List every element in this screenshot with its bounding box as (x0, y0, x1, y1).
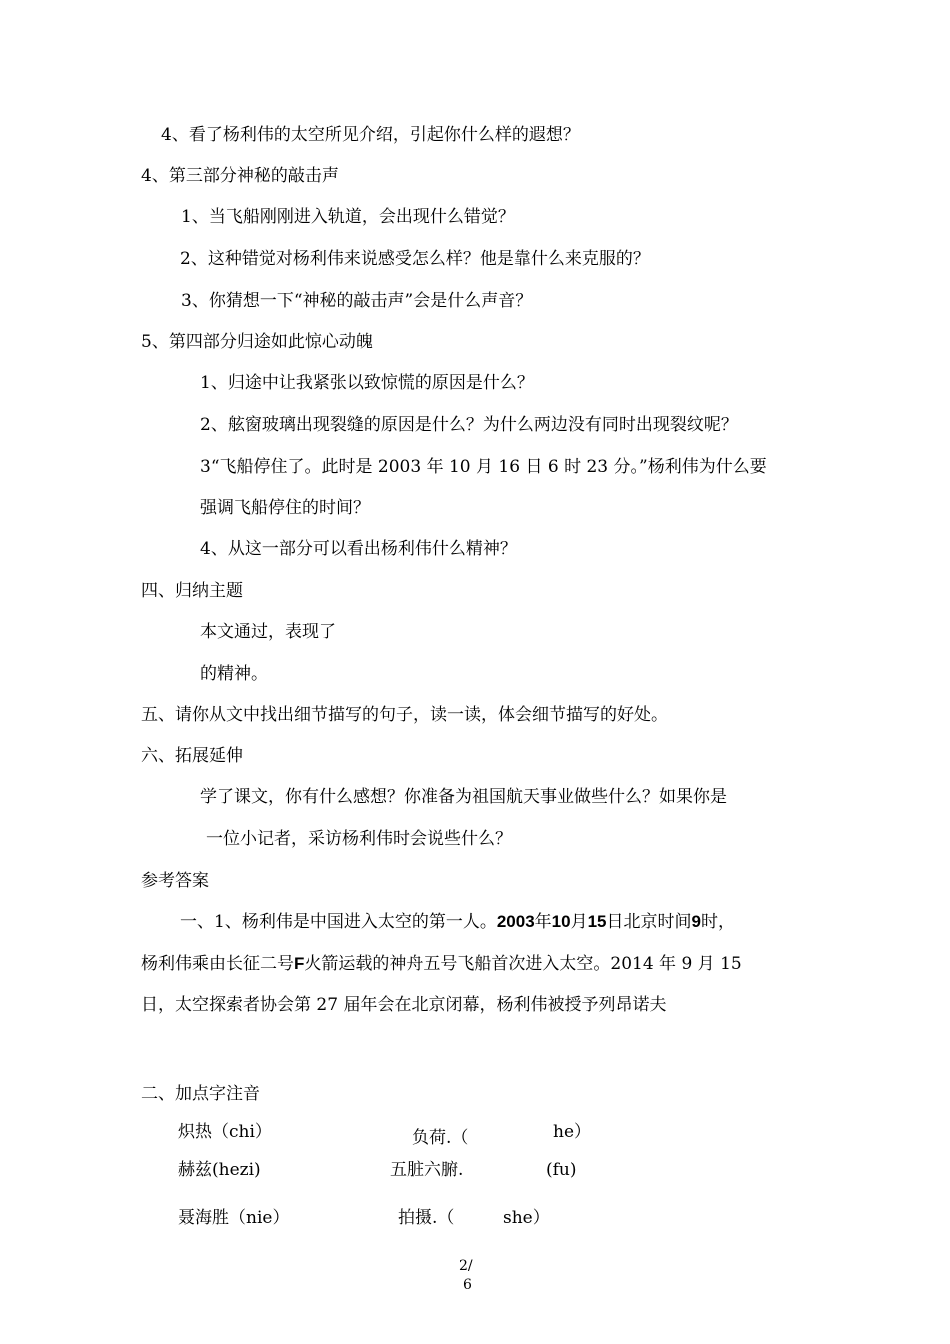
answer-text: 年 (534, 912, 552, 932)
theme-line-2: 的精神。 (200, 664, 268, 684)
answer-text: 月 (570, 912, 588, 932)
section-5-question-3-line-2: 强调飞船停住的时间？ (200, 498, 370, 518)
question-4-space-view: 4、看了杨利伟的太空所见介绍，引起你什么样的遐想？ (161, 125, 580, 145)
answer-paragraph-line-1 (180, 911, 735, 933)
page-number: 2/ (459, 1258, 473, 1274)
pinyin-item-niehaisheng: 聂海胜（nie） (178, 1208, 290, 1228)
theme-line-1: 本文通过，表现了 (200, 622, 336, 642)
section-4-question-3: 3、你猜想一下“神秘的敲击声”会是什么声音？ (181, 291, 533, 311)
pinyin-item-wuzang-reading: (fu) (546, 1160, 577, 1180)
section-5-question-3-line-1: 3“飞船停住了。此时是 2003 年 10 月 16 日 6 时 23 分。”杨利伟为什么要 (200, 457, 767, 477)
pinyin-item-hezi: 赫兹(hezi) (178, 1160, 261, 1180)
pinyin-item-fuhe: 负荷.（ (412, 1128, 469, 1148)
extension-title: 六、拓展延伸 (141, 746, 243, 766)
extension-line-2: 一位小记者，采访杨利伟时会说些什么？ (206, 829, 512, 849)
answer-text: 杨利伟乘由长征二号 (141, 954, 294, 974)
pinyin-item-paishe-reading: she） (503, 1208, 550, 1228)
answer-hour: 9 (691, 912, 701, 931)
answers-title: 参考答案 (141, 871, 209, 891)
section-5-question-2: 2、舷窗玻璃出现裂缝的原因是什么？为什么两边没有同时出现裂纹呢？ (200, 415, 738, 435)
pinyin-item-paishe: 拍摄.（ (398, 1208, 455, 1228)
theme-title: 四、归纳主题 (141, 581, 243, 601)
section-4-question-2: 2、这种错觉对杨利伟来说感受怎么样？他是靠什么来克服的？ (180, 249, 650, 269)
detail-title: 五、请你从文中找出细节描写的句子，读一读，体会细节描写的好处。 (141, 705, 668, 725)
section-5-question-1: 1、归途中让我紧张以致惊慌的原因是什么？ (200, 373, 534, 393)
section-4-title: 4、第三部分神秘的敲击声 (141, 166, 339, 186)
extension-line-1: 学了课文，你有什么感想？你准备为祖国航天事业做些什么？如果你是 (200, 787, 727, 807)
section-4-question-1: 1、当飞船刚刚进入轨道，会出现什么错觉？ (181, 207, 515, 227)
pinyin-title: 二、加点字注音 (141, 1084, 260, 1104)
answer-rocket-letter: F (294, 954, 305, 973)
answer-paragraph-line-2 (141, 953, 742, 975)
section-5-title: 5、第四部分归途如此惊心动魄 (141, 332, 373, 352)
answer-text: 一、1、杨利伟是中国进入太空的第一人。 (180, 912, 497, 932)
pinyin-item-chire: 炽热（chi） (178, 1122, 272, 1142)
pinyin-item-wuzang: 五脏六腑. (390, 1160, 464, 1180)
answer-day: 15 (587, 912, 607, 931)
answer-text: 日北京时间 (606, 912, 692, 932)
page-total: 6 (463, 1277, 472, 1293)
answer-paragraph-line-3: 日，太空探索者协会第 27 届年会在北京闭幕，杨利伟被授予列昂诺夫 (141, 995, 667, 1015)
answer-text: 时， (700, 912, 735, 932)
answer-month: 10 (551, 912, 571, 931)
pinyin-item-fuhe-reading: he） (553, 1122, 592, 1142)
answer-year: 2003 (496, 912, 535, 931)
section-5-question-4: 4、从这一部分可以看出杨利伟什么精神？ (200, 539, 517, 559)
answer-text: 火箭运载的神舟五号飞船首次进入太空。2014 年 9 月 15 (304, 954, 742, 974)
